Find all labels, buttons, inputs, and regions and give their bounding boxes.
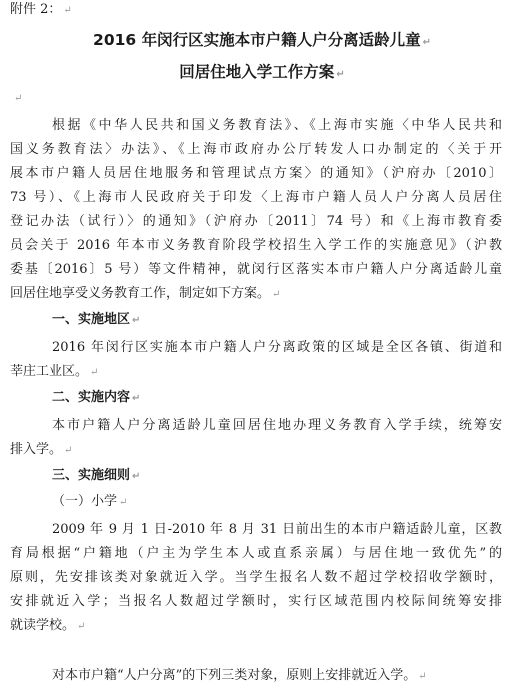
paragraph-mark-icon: ↵ xyxy=(132,471,141,482)
paragraph-mark-icon: ↵ xyxy=(63,5,72,16)
paragraph-mark-icon: ↵ xyxy=(132,315,141,326)
section1-line-text: 2016 年闵行区实施本市户籍人户分离政策的区域是全区各镇、街道和 xyxy=(52,340,502,355)
intro-line-text: 委基〔2016〕5 号）等文件精神，就闵行区落实本市户籍人户分离适龄儿童 xyxy=(10,262,502,277)
section3-line xyxy=(10,568,502,588)
section3-line-text: 对本市户籍“人户分离”的下列三类对象，原则上安排就近入学。 xyxy=(52,668,417,683)
section2-line-text: 本市户籍人户分离适龄儿童回居住地办理义务教育入学手续，统筹安 xyxy=(52,418,502,433)
section2-heading: 二、实施内容 xyxy=(52,390,131,405)
intro-line-text: 员会关于 2016 年本市义务教育阶段学校招生入学工作的实施意见》（沪教 xyxy=(10,238,502,253)
title-line-2-row xyxy=(0,62,524,85)
paragraph-mark-icon: ↵ xyxy=(64,445,73,456)
section1-heading-row xyxy=(52,310,140,331)
empty-paragraph xyxy=(12,88,22,109)
section3-line xyxy=(52,666,427,687)
paragraph-mark-icon: ↵ xyxy=(14,93,23,104)
section1-line xyxy=(52,338,502,358)
intro-line xyxy=(10,284,280,305)
paragraph-mark-icon: ↵ xyxy=(422,37,431,48)
title-line-1-row xyxy=(0,30,524,53)
paragraph-mark-icon: ↵ xyxy=(132,393,141,404)
section3-line-text: 育局根据“户籍地（户主为学生本人或直系亲属）与居住地一致优先”的 xyxy=(10,546,502,561)
paragraph-mark-icon: ↵ xyxy=(418,671,427,682)
intro-line xyxy=(10,164,502,184)
section3-line xyxy=(10,592,502,612)
intro-line-text: 73 号）、《上海市人民政府关于印发〈上海市户籍人员人户分离人员居住 xyxy=(10,190,502,205)
intro-line-text: 国义务教育法〉办法》、《上海市政府办公厅转发人口办制定的〈关于开 xyxy=(10,142,502,157)
annex-label: 附件 2： xyxy=(10,2,62,17)
section3-heading-row xyxy=(52,466,140,487)
section3-line-text: 2009 年 9 月 1 日-2010 年 8 月 31 日前出生的本市户籍适龄儿童，区教 xyxy=(52,522,502,537)
paragraph-mark-icon: ↵ xyxy=(77,621,86,632)
intro-line-text: 登记办法（试行）〉的通知》（沪府办〔2011〕74 号）和《上海市教育委 xyxy=(10,214,502,229)
paragraph-mark-icon: ↵ xyxy=(336,69,345,80)
section3-line-text: 安排就近入学；当报名人数超过学额时，实行区域范围内校际间统筹安排 xyxy=(10,594,502,609)
section2-line xyxy=(10,440,72,461)
section1-line-text: 莘庄工业区。 xyxy=(10,364,89,379)
section1-line xyxy=(10,362,98,383)
paragraph-mark-icon: ↵ xyxy=(90,367,99,378)
paragraph-mark-icon: ↵ xyxy=(119,497,128,508)
section2-heading-row xyxy=(52,388,140,409)
annex-label-line xyxy=(10,0,72,21)
intro-line xyxy=(10,188,502,208)
intro-line xyxy=(10,260,502,280)
section3-line-text: 原则，先安排该类对象就近入学。当学生报名人数不超过学校招收学额时， xyxy=(10,570,502,585)
title-line-1: 2016 年闵行区实施本市户籍人户分离适龄儿童 xyxy=(93,31,421,49)
title-line-2: 回居住地入学工作方案 xyxy=(179,63,335,81)
intro-line xyxy=(10,140,502,160)
section2-line-text: 排入学。 xyxy=(10,442,63,457)
section3-subheading: （一）小学 xyxy=(52,494,118,509)
section1-heading: 一、实施地区 xyxy=(52,312,131,327)
section3-line xyxy=(10,544,502,564)
intro-line-text: 回居住地享受义务教育工作，制定如下方案。 xyxy=(10,286,271,301)
intro-line-text: 根据《中华人民共和国义务教育法》、《上海市实施〈中华人民共和 xyxy=(52,118,502,133)
intro-line xyxy=(52,116,502,136)
section3-line xyxy=(10,616,85,637)
intro-line xyxy=(10,212,502,232)
section3-heading: 三、实施细则 xyxy=(52,468,131,483)
intro-line-text: 展本市户籍人员居住地服务和管理试点方案〉的通知》（沪府办〔2010〕 xyxy=(10,166,502,181)
section2-line xyxy=(52,416,502,436)
intro-line xyxy=(10,236,502,256)
section3-line xyxy=(52,520,502,540)
paragraph-mark-icon: ↵ xyxy=(272,289,281,300)
section3-subheading-row xyxy=(52,492,127,513)
section3-line-text: 就读学校。 xyxy=(10,618,76,633)
